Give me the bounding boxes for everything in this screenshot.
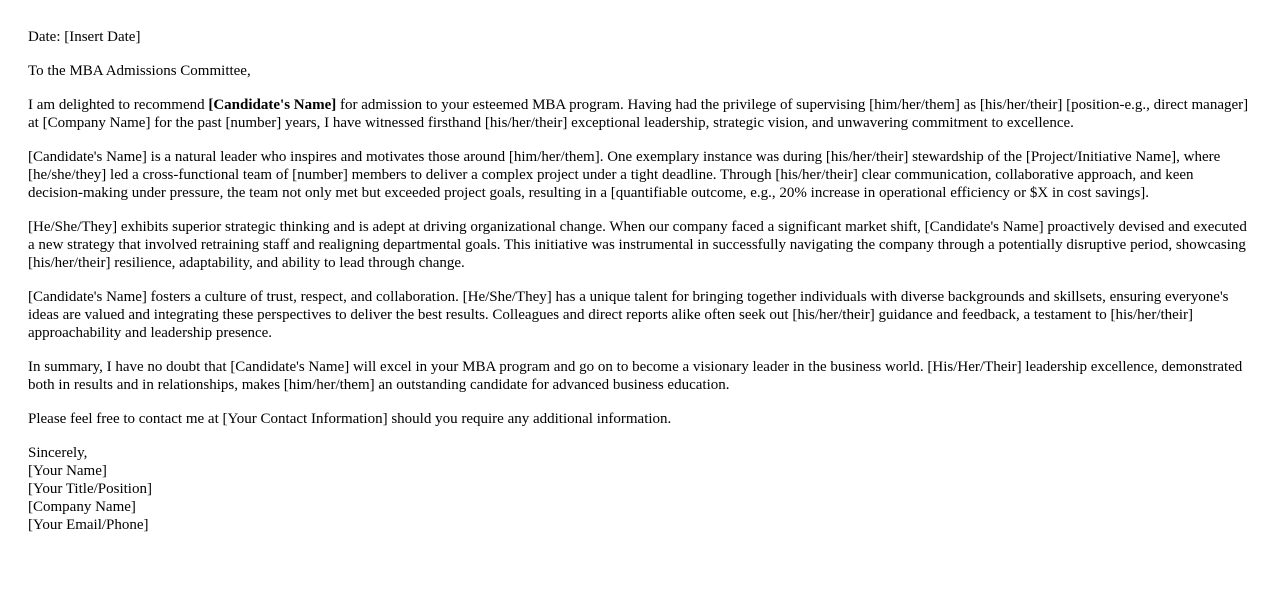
paragraph-strategy: [He/She/They] exhibits superior strategic thinking and is adept at driving organizational change. When our company faced a significant market shift, [Candidate's Name] proactively devised and executed a new strategy that involved retraining staff and realigning departmental goals. This initiative was instrumental in successfully navigating the company through a potentially disruptive period, showcasing [his/her/their] resilience, adaptability, and ability to lead through change. [28,219,1247,271]
paragraph-contact: Please feel free to contact me at [Your Contact Information] should you require any additional information. [28,411,672,427]
signature-block [28,444,1250,534]
signer-company: [Company Name] [28,499,136,515]
signer-name: [Your Name] [28,463,107,479]
candidate-name-bold: [Candidate's Name] [208,97,337,113]
paragraph-introduction-rest: for admission to your esteemed MBA program. Having had the privilege of supervising [him/her/them] as [his/her/their] [position-e.g., direct manager] at [Company Name] for the past [number] years, I have witnessed firsthand [his/her/their] exceptional leadership, strategic vision, and unwavering commitment to excellence. [28,97,1249,131]
paragraph-introduction-lead: I am delighted to recommend [28,97,209,113]
paragraph-introduction [28,96,1250,132]
recommendation-letter [28,28,1250,534]
date-line: Date: [Insert Date] [28,29,141,45]
paragraph-leadership: [Candidate's Name] is a natural leader who inspires and motivates those around [him/her/them]. One exemplary instance was during [his/her/their] stewardship of the [Project/Initiative Name], where [he/she/they] led a cross-functional team of [number] members to deliver a complex project under a tight deadline. Through [his/her/their] clear communication, collaborative approach, and keen decision-making under pressure, the team not only met but exceeded project goals, resulting in a [quantifiable outcome, e.g., 20% increase in operational efficiency or $X in cost savings]. [28,149,1221,201]
paragraph-summary: In summary, I have no doubt that [Candidate's Name] will excel in your MBA program and go on to become a visionary leader in the business world. [His/Her/Their] leadership excellence, demonstrated both in results and in relationships, makes [him/her/them] an outstanding candidate for advanced business education. [28,359,1243,393]
paragraph-collaboration: [Candidate's Name] fosters a culture of trust, respect, and collaboration. [He/She/They] has a unique talent for bringing together individuals with diverse backgrounds and skillsets, ensuring everyone's ideas are valued and integrating these perspectives to deliver the best results. Colleagues and direct reports alike often seek out [his/her/their] guidance and feedback, a testament to [his/her/their] approachability and leadership presence. [28,289,1229,341]
closing: Sincerely, [28,445,88,461]
signer-contact: [Your Email/Phone] [28,517,149,533]
salutation: To the MBA Admissions Committee, [28,63,251,79]
signer-title: [Your Title/Position] [28,481,152,497]
